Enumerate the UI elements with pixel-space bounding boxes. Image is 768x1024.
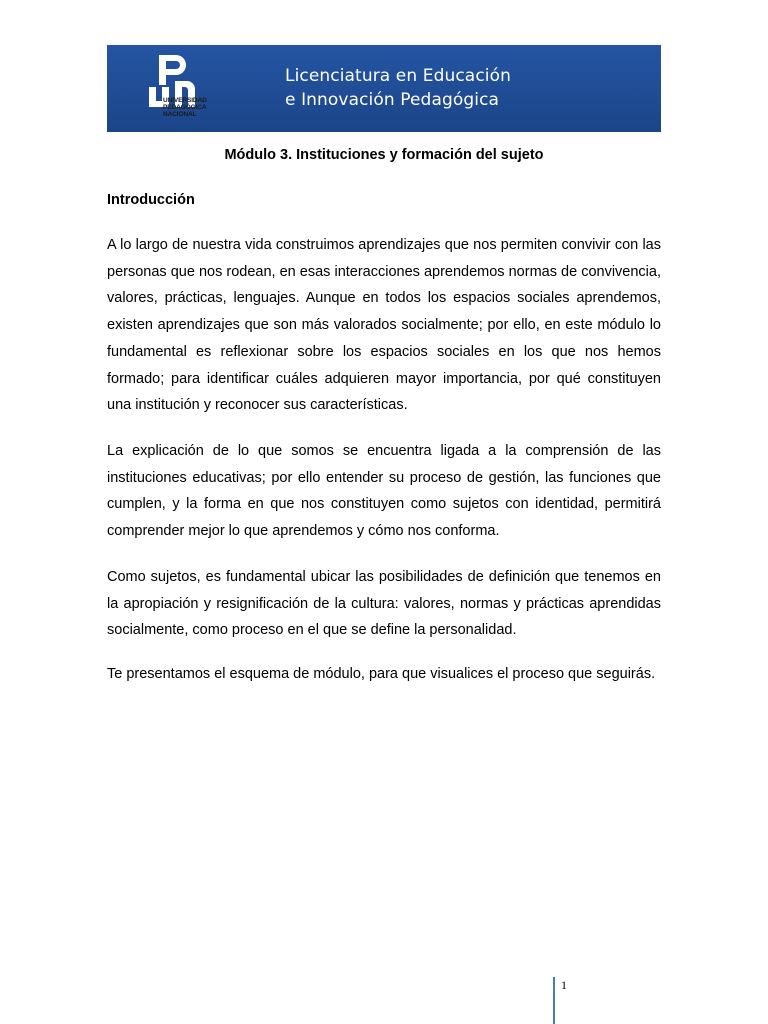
section-heading: Introducción [107, 192, 195, 208]
paragraph-1: A lo largo de nuestra vida construimos aprendizajes que nos permiten convivir con las personas que nos rodean, en esas interacciones aprendemos normas de convivencia, valores, prácticas, lenguajes. Aunque en todos los espacios sociales aprendemos, existen aprendizajes que son más valorados socialmente; por ello, en este módulo lo fundamental es reflexionar sobre los espacios sociales en los que nos hemos formado; para identificar cuáles adquieren mayor importancia, por qué constituyen una institución y reconocer sus características. [107, 237, 661, 414]
paragraph-2: La explicación de lo que somos se encuentra ligada a la comprensión de las instituciones educativas; por ello entender su proceso de gestión, las funciones que cumplen, y la forma en que nos constituyen como sujetos con identidad, permitirá comprender mejor lo que aprendemos y cómo nos conforma. [107, 443, 661, 540]
program-title-line-1: Licenciatura en Educación [285, 66, 511, 86]
paragraph-3: Como sujetos, es fundamental ubicar las posibilidades de definición que tenemos en la apropiación y resignificación de la cultura: valores, normas y prácticas aprendidas socialmente, como proceso en el que se define la personalidad. [107, 569, 661, 639]
page-number-rule [553, 977, 555, 1024]
module-title: Módulo 3. Instituciones y formación del sujeto [224, 147, 544, 163]
program-title-line-2: e Innovación Pedagógica [285, 90, 500, 110]
program-title [285, 64, 511, 112]
page-number: 1 [561, 978, 567, 992]
paragraph-4: Te presentamos el esquema de módulo, para que visualices el proceso que seguirás. [107, 666, 656, 682]
header-banner [107, 45, 661, 132]
university-name: UNIVERSIDAD PEDAGÓGICA NACIONAL [163, 97, 207, 118]
